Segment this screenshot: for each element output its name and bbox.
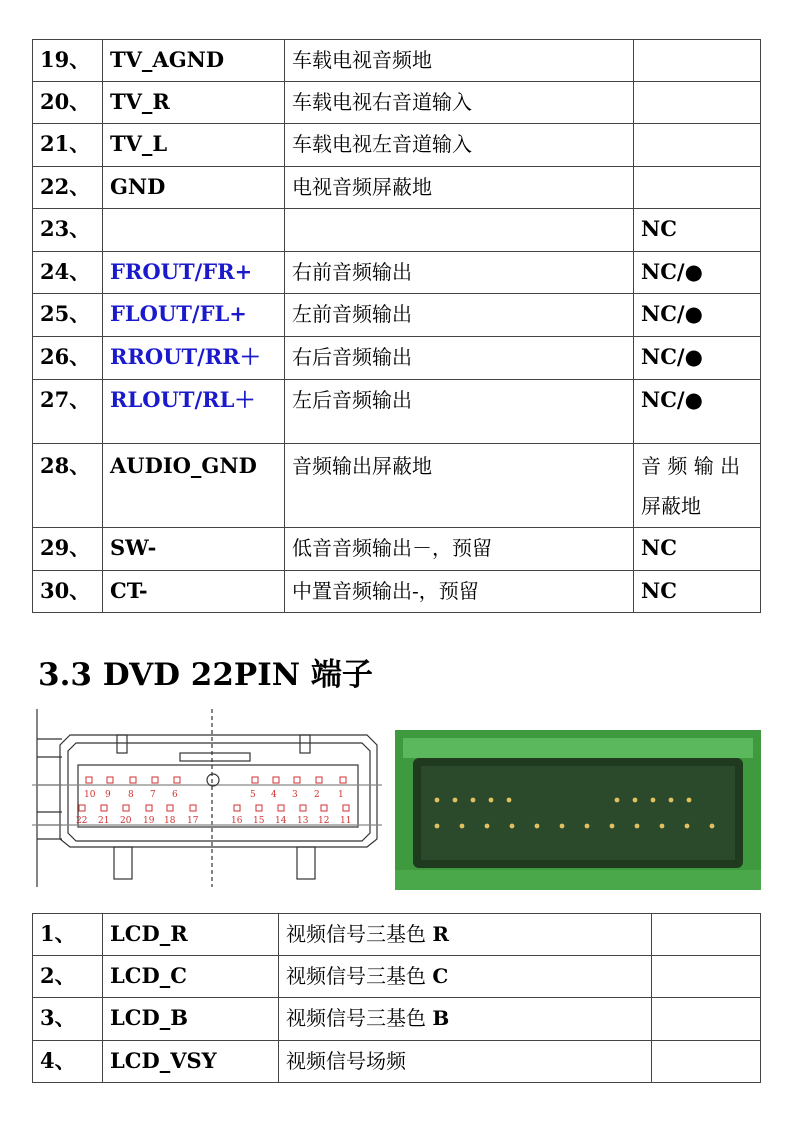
diagram-pin-label: 16 [231, 816, 243, 826]
pin-note [652, 1041, 761, 1083]
pin-note: NC [634, 209, 761, 252]
diagram-pin-label: 7 [150, 790, 156, 800]
pin-number: 4、 [33, 1041, 103, 1083]
pin-note [634, 167, 761, 209]
pin-description: 低音音频输出－，预留 [285, 528, 634, 571]
photo-pin [507, 798, 512, 803]
table-row [33, 998, 761, 1041]
diagram-pin-bottom [300, 805, 306, 811]
table-row [33, 528, 761, 571]
pin-number: 25、 [33, 294, 103, 337]
pin-description-text: 视频信号三基色 [286, 964, 426, 988]
pin-signal: TV_AGND [103, 40, 285, 82]
photo-pin [710, 824, 715, 829]
connector-photo [395, 730, 761, 890]
diagram-pin-label: 13 [297, 816, 309, 826]
diagram-pin-bottom [146, 805, 152, 811]
pin-description: 车载电视右音道输入 [285, 82, 634, 124]
pin-number: 24、 [33, 252, 103, 294]
diagram-pin-top [273, 777, 279, 783]
pin-table-30pin [32, 39, 761, 613]
pin-note: NC/● [634, 337, 761, 380]
pin-signal: AUDIO_GND [103, 444, 285, 528]
photo-pin [510, 824, 515, 829]
pin-signal: SW- [103, 528, 285, 571]
pin-description-text: 视频信号场频 [286, 1049, 406, 1073]
pin-description: 右后音频输出 [285, 337, 634, 380]
pin-description: 右前音频输出 [285, 252, 634, 294]
pin-number: 22、 [33, 167, 103, 209]
pin-note [634, 124, 761, 167]
pin-description-suffix: B [432, 1006, 450, 1030]
diagram-pin-bottom [343, 805, 349, 811]
photo-pin [460, 824, 465, 829]
pin-description: 左后音频输出 [285, 380, 634, 444]
table-row [33, 914, 761, 956]
table-row [33, 956, 761, 998]
diagram-pin-label: 22 [76, 816, 88, 826]
pin-note [652, 998, 761, 1041]
diagram-pin-top [130, 777, 136, 783]
pin-number: 26、 [33, 337, 103, 380]
table-row [33, 571, 761, 613]
diagram-pin-top [316, 777, 322, 783]
pin-note [634, 82, 761, 124]
pin-number: 1、 [33, 914, 103, 956]
table-row [33, 124, 761, 167]
diagram-pin-bottom [79, 805, 85, 811]
diagram-pin-bottom [256, 805, 262, 811]
pin-table-22pin [32, 913, 761, 1083]
pin-signal: TV_L [103, 124, 285, 167]
connector-drawing [32, 707, 382, 887]
pin-note [634, 40, 761, 82]
pin-signal: RLOUT/RL＋ [103, 380, 285, 444]
pin-description [279, 1041, 652, 1083]
section-heading: 3.3 DVD 22PIN 端子 [38, 657, 373, 693]
pin-number: 21、 [33, 124, 103, 167]
pin-description-suffix: R [432, 922, 449, 946]
pin-number: 30、 [33, 571, 103, 613]
diagram-pin-label: 14 [275, 816, 287, 826]
pin-signal: FROUT/FR+ [103, 252, 285, 294]
table-row [33, 209, 761, 252]
diagram-pin-label: 1 [338, 790, 344, 800]
diagram-pin-bottom [101, 805, 107, 811]
diagram-pin-label: 8 [128, 790, 134, 800]
pin-number: 3、 [33, 998, 103, 1041]
pin-description: 车载电视音频地 [285, 40, 634, 82]
pin-description [285, 209, 634, 252]
photo-pin [651, 798, 656, 803]
pin-signal: LCD_R [103, 914, 279, 956]
photo-pin [453, 798, 458, 803]
photo-pin [687, 798, 692, 803]
diagram-pin-top [107, 777, 113, 783]
pin-signal: LCD_B [103, 998, 279, 1041]
table-row [33, 252, 761, 294]
photo-pin [560, 824, 565, 829]
diagram-pin-label: 9 [105, 790, 111, 800]
diagram-pin-label: 12 [318, 816, 330, 826]
photo-pin [635, 824, 640, 829]
diagram-pin-bottom [321, 805, 327, 811]
table-row [33, 444, 761, 528]
photo-pin [585, 824, 590, 829]
pin-note [652, 956, 761, 998]
diagram-pin-bottom [234, 805, 240, 811]
diagram-pin-top [252, 777, 258, 783]
table-row [33, 40, 761, 82]
pin-description: 中置音频输出-，预留 [285, 571, 634, 613]
photo-pin [685, 824, 690, 829]
photo-pin [660, 824, 665, 829]
photo-pin [471, 798, 476, 803]
pin-description-suffix: C [432, 964, 449, 988]
diagram-pin-bottom [278, 805, 284, 811]
pin-description-text: 视频信号三基色 [286, 922, 426, 946]
diagram-pin-label: 10 [84, 790, 96, 800]
pin-signal: TV_R [103, 82, 285, 124]
pin-description [279, 998, 652, 1041]
pin-note [652, 914, 761, 956]
pin-note: NC/● [634, 380, 761, 444]
pin-signal: CT- [103, 571, 285, 613]
diagram-pin-label: 19 [143, 816, 155, 826]
photo-pin [435, 798, 440, 803]
diagram-pin-bottom [123, 805, 129, 811]
photo-pin [489, 798, 494, 803]
photo-pin [669, 798, 674, 803]
diagram-pin-label: 2 [314, 790, 320, 800]
diagram-pin-label: 21 [98, 816, 110, 826]
diagram-pin-label: 11 [340, 816, 352, 826]
table-row [33, 337, 761, 380]
pin-signal: RROUT/RR＋ [103, 337, 285, 380]
table-row [33, 294, 761, 337]
diagram-pin-label: 18 [164, 816, 176, 826]
pin-description-text: 视频信号三基色 [286, 1006, 426, 1030]
diagram-pin-top [152, 777, 158, 783]
photo-pin [485, 824, 490, 829]
diagram-pin-top [86, 777, 92, 783]
diagram-pin-bottom [167, 805, 173, 811]
pin-signal: FLOUT/FL+ [103, 294, 285, 337]
diagram-pin-label: 6 [172, 790, 178, 800]
diagram-pin-bottom [190, 805, 196, 811]
diagram-pin-top [340, 777, 346, 783]
pin-signal: LCD_VSY [103, 1041, 279, 1083]
pin-number: 20、 [33, 82, 103, 124]
pin-note: NC/● [634, 294, 761, 337]
photo-pin [615, 798, 620, 803]
table-row [33, 380, 761, 444]
diagram-pin-top [174, 777, 180, 783]
pin-number: 29、 [33, 528, 103, 571]
table-row [33, 167, 761, 209]
pin-number: 19、 [33, 40, 103, 82]
photo-pin [610, 824, 615, 829]
pin-signal [103, 209, 285, 252]
diagram-pin-label: 20 [120, 816, 132, 826]
pin-note: NC [634, 528, 761, 571]
pin-number: 23、 [33, 209, 103, 252]
pin-note: NC/● [634, 252, 761, 294]
pin-note: NC [634, 571, 761, 613]
pin-number: 28、 [33, 444, 103, 528]
pin-description [279, 956, 652, 998]
pin-signal: LCD_C [103, 956, 279, 998]
table-row [33, 82, 761, 124]
pin-note: 音 频 输 出 屏蔽地 [634, 444, 761, 528]
diagram-pin-label: 3 [292, 790, 298, 800]
pin-description [279, 914, 652, 956]
pin-description: 车载电视左音道输入 [285, 124, 634, 167]
table-row [33, 1041, 761, 1083]
photo-pin [435, 824, 440, 829]
diagram-pin-label: 15 [253, 816, 265, 826]
pin-number: 27、 [33, 380, 103, 444]
pin-description: 音频输出屏蔽地 [285, 444, 634, 528]
pin-signal: GND [103, 167, 285, 209]
diagram-pin-top [294, 777, 300, 783]
diagram-pin-label: 5 [250, 790, 256, 800]
pin-description: 电视音频屏蔽地 [285, 167, 634, 209]
diagram-pin-label: 4 [271, 790, 277, 800]
pin-description: 左前音频输出 [285, 294, 634, 337]
pin-number: 2、 [33, 956, 103, 998]
photo-pin [633, 798, 638, 803]
diagram-pin-label: 17 [187, 816, 199, 826]
photo-pin [535, 824, 540, 829]
